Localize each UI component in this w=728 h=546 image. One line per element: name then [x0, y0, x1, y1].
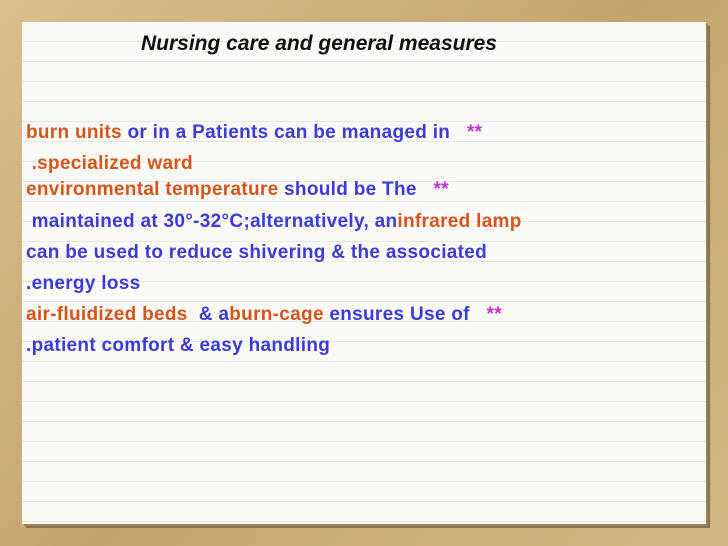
text-line-4 — [26, 211, 522, 233]
highlight-environmental-temperature: environmental temperature — [26, 179, 279, 200]
line-6-text: .energy loss — [26, 273, 141, 294]
text-line-5 — [26, 242, 487, 264]
line-8-text: .patient comfort & easy handling — [26, 335, 331, 356]
highlight-burn-cage: burn-cage — [229, 304, 324, 325]
line-4-text: maintained at 30°-32°C;alternatively, an — [26, 211, 398, 232]
highlight-infrared-lamp: infrared lamp — [397, 211, 522, 232]
line-7-connector: & a — [187, 304, 230, 325]
bullet-marker-3: ** — [469, 304, 502, 325]
text-line-8 — [26, 335, 330, 357]
line-1-text: or in a Patients can be managed in — [121, 122, 451, 143]
text-line-1 — [26, 122, 482, 144]
slide-title — [22, 32, 706, 56]
highlight-specialized-ward: .specialized ward — [26, 153, 193, 174]
line-7-text: ensures Use of — [323, 304, 470, 325]
text-line-2 — [26, 153, 193, 175]
line-3-text: should be The — [278, 179, 417, 200]
lined-paper — [22, 22, 706, 524]
highlight-air-fluidized-beds: air-fluidized beds — [26, 304, 188, 325]
bullet-marker-1: ** — [450, 122, 483, 143]
bullet-marker-2: ** — [416, 179, 449, 200]
title-text: Nursing care and general measures — [141, 32, 497, 55]
highlight-burn-units: burn units — [26, 122, 122, 143]
text-line-6 — [26, 273, 140, 295]
line-5-text: can be used to reduce shivering & the associated — [26, 242, 488, 263]
text-line-7 — [26, 304, 502, 326]
text-line-3 — [26, 179, 449, 201]
